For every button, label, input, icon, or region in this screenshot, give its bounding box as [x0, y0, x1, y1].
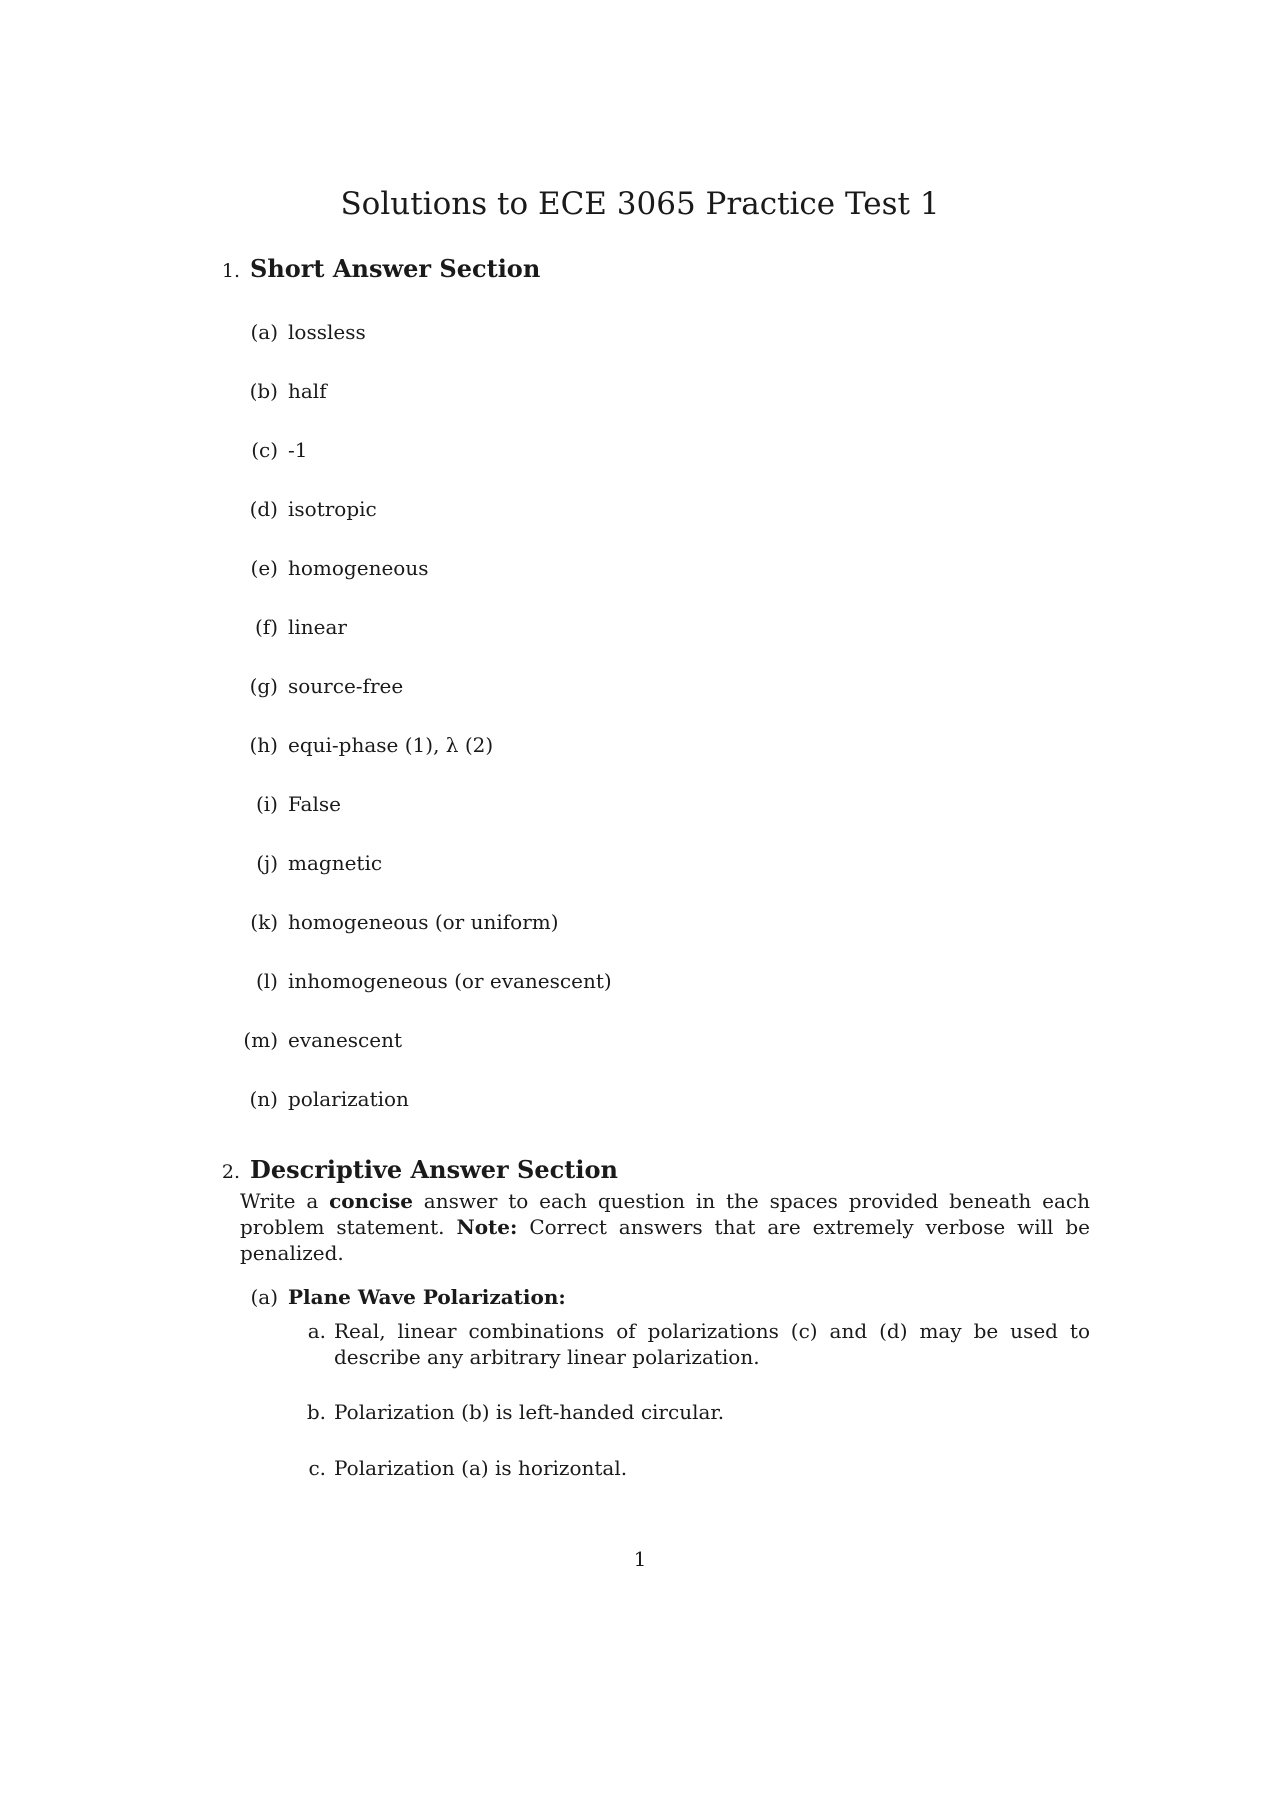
item-label: (a): [250, 320, 278, 344]
item-answer: source-free: [288, 674, 404, 698]
list-item: [236, 1087, 409, 1111]
document-title: Solutions to ECE 3065 Practice Test 1: [340, 186, 940, 222]
subsection-title: Plane Wave Polarization:: [288, 1285, 566, 1309]
section-1-heading: [210, 254, 540, 283]
subsection-a-heading: [236, 1285, 566, 1309]
item-answer: inhomogeneous (or evanescent): [288, 969, 612, 993]
item-label: (d): [249, 497, 278, 521]
item-answer: Polarization (a) is horizontal.: [334, 1456, 628, 1480]
list-item: [236, 969, 612, 993]
list-item: [236, 556, 428, 580]
item-answer: isotropic: [288, 497, 377, 521]
list-item: [236, 910, 559, 934]
list-item: [236, 674, 403, 698]
item-label: b.: [306, 1400, 326, 1424]
item-label: (j): [256, 851, 278, 875]
section-1-number: 1.: [221, 260, 240, 282]
note-label: Note:: [456, 1215, 518, 1239]
item-answer: polarization: [288, 1087, 409, 1111]
section-1-title: Short Answer Section: [250, 254, 541, 283]
item-label: (h): [249, 733, 278, 757]
item-answer: Polarization (b) is left-handed circular.: [334, 1400, 725, 1424]
list-item: [236, 851, 382, 875]
list-item: [236, 1028, 402, 1052]
item-answer: magnetic: [288, 851, 383, 875]
section-2-instructions: [240, 1188, 1090, 1266]
item-label: (l): [255, 969, 278, 993]
item-label: a.: [307, 1319, 326, 1343]
instructions-text: Write a: [240, 1189, 330, 1213]
item-answer: False: [288, 792, 341, 816]
list-item: [236, 320, 366, 344]
item-label: (b): [249, 379, 278, 403]
list-item: [296, 1455, 1090, 1481]
list-item: [236, 438, 307, 462]
section-2-heading: [210, 1155, 618, 1184]
item-answer: linear: [288, 615, 347, 639]
list-item: [296, 1318, 1090, 1370]
item-answer: -1: [288, 438, 308, 462]
list-item: [236, 733, 493, 757]
item-label: (k): [250, 910, 278, 934]
item-answer: half: [288, 379, 327, 403]
list-item: [296, 1399, 1090, 1425]
item-label: (g): [249, 674, 278, 698]
item-label: (f): [254, 615, 278, 639]
item-answer: homogeneous (or uniform): [288, 910, 559, 934]
section-2-title: Descriptive Answer Section: [250, 1155, 618, 1184]
item-answer: homogeneous: [288, 556, 429, 580]
item-label: (e): [250, 556, 278, 580]
list-item: [236, 615, 347, 639]
section-2-number: 2.: [221, 1161, 240, 1183]
list-item: [236, 497, 377, 521]
list-item: [236, 379, 327, 403]
instructions-emphasis: concise: [329, 1189, 413, 1213]
instructions-text: answer to each question in the spaces provided beneath each problem statement.: [240, 1189, 1090, 1239]
item-label: (c): [251, 438, 278, 462]
item-label: c.: [308, 1456, 326, 1480]
list-item: [236, 792, 341, 816]
item-label: (n): [249, 1087, 278, 1111]
subsection-label: (a): [250, 1285, 278, 1309]
note-text: Correct answers that are extremely verbose will be penalized.: [240, 1215, 1091, 1265]
item-label: (m): [243, 1028, 278, 1052]
page-number: 1: [633, 1547, 647, 1571]
item-answer: lossless: [288, 320, 366, 344]
item-answer: Real, linear combinations of polarizations (c) and (d) may be used to describe any arbitrary linear polarization.: [334, 1319, 1090, 1369]
item-answer: evanescent: [288, 1028, 402, 1052]
item-label: (i): [255, 792, 278, 816]
item-answer: equi-phase (1), λ (2): [288, 733, 494, 757]
